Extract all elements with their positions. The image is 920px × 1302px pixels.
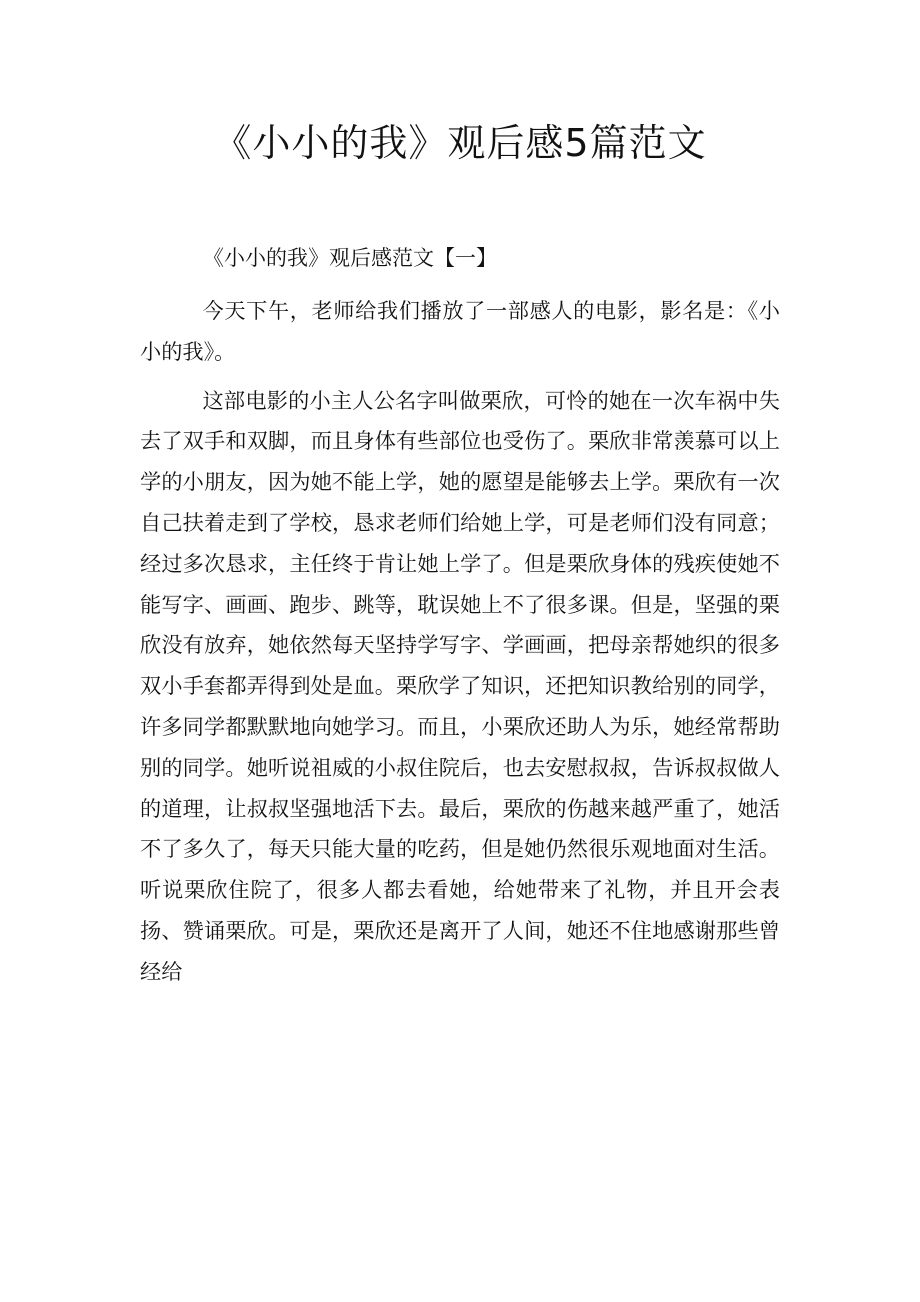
paragraph: 今天下午，老师给我们播放了一部感人的电影，影名是：《小小的我》。 [140,298,780,364]
document-title: 《小小的我》观后感5篇范文 [213,121,707,165]
document-body [140,291,780,1001]
section-heading: 《小小的我》观后感范文【一】 [203,246,497,270]
paragraph: 这部电影的小主人公名字叫做栗欣，可怜的她在一次车祸中失去了双手和双脚，而且身体有些部位也受伤了。栗欣非常羡慕可以上学的小朋友，因为她不能上学，她的愿望是能够去上学。栗欣有一次自己扶着走到了学校，恳求老师们给她上学，可是老师们没有同意；经过多次恳求，主任终于肯让她上学了。但是栗欣身体的残疾使她不能写字、画画、跑步、跳等，耽误她上不了很多课。但是，坚强的栗欣没有放弃，她依然每天坚持学写字、学画画，把母亲帮她织的很多双小手套都弄得到处是血。栗欣学了知识，还把知识教给别的同学，许多同学都默默地向她学习。而且，小栗欣还助人为乐，她经常帮助别的同学。她听说祖威的小叔住院后，也去安慰叔叔，告诉叔叔做人的道理，让叔叔坚强地活下去。最后，栗欣的伤越来越严重了，她活不了多久了，每天只能大量的吃药，但是她仍然很乐观地面对生活。听说栗欣住院了，很多人都去看她，给她带来了礼物，并且开会表扬、赞诵栗欣。可是，栗欣还是离开了人间，她还不住地感谢那些曾经给 [140,387,780,984]
